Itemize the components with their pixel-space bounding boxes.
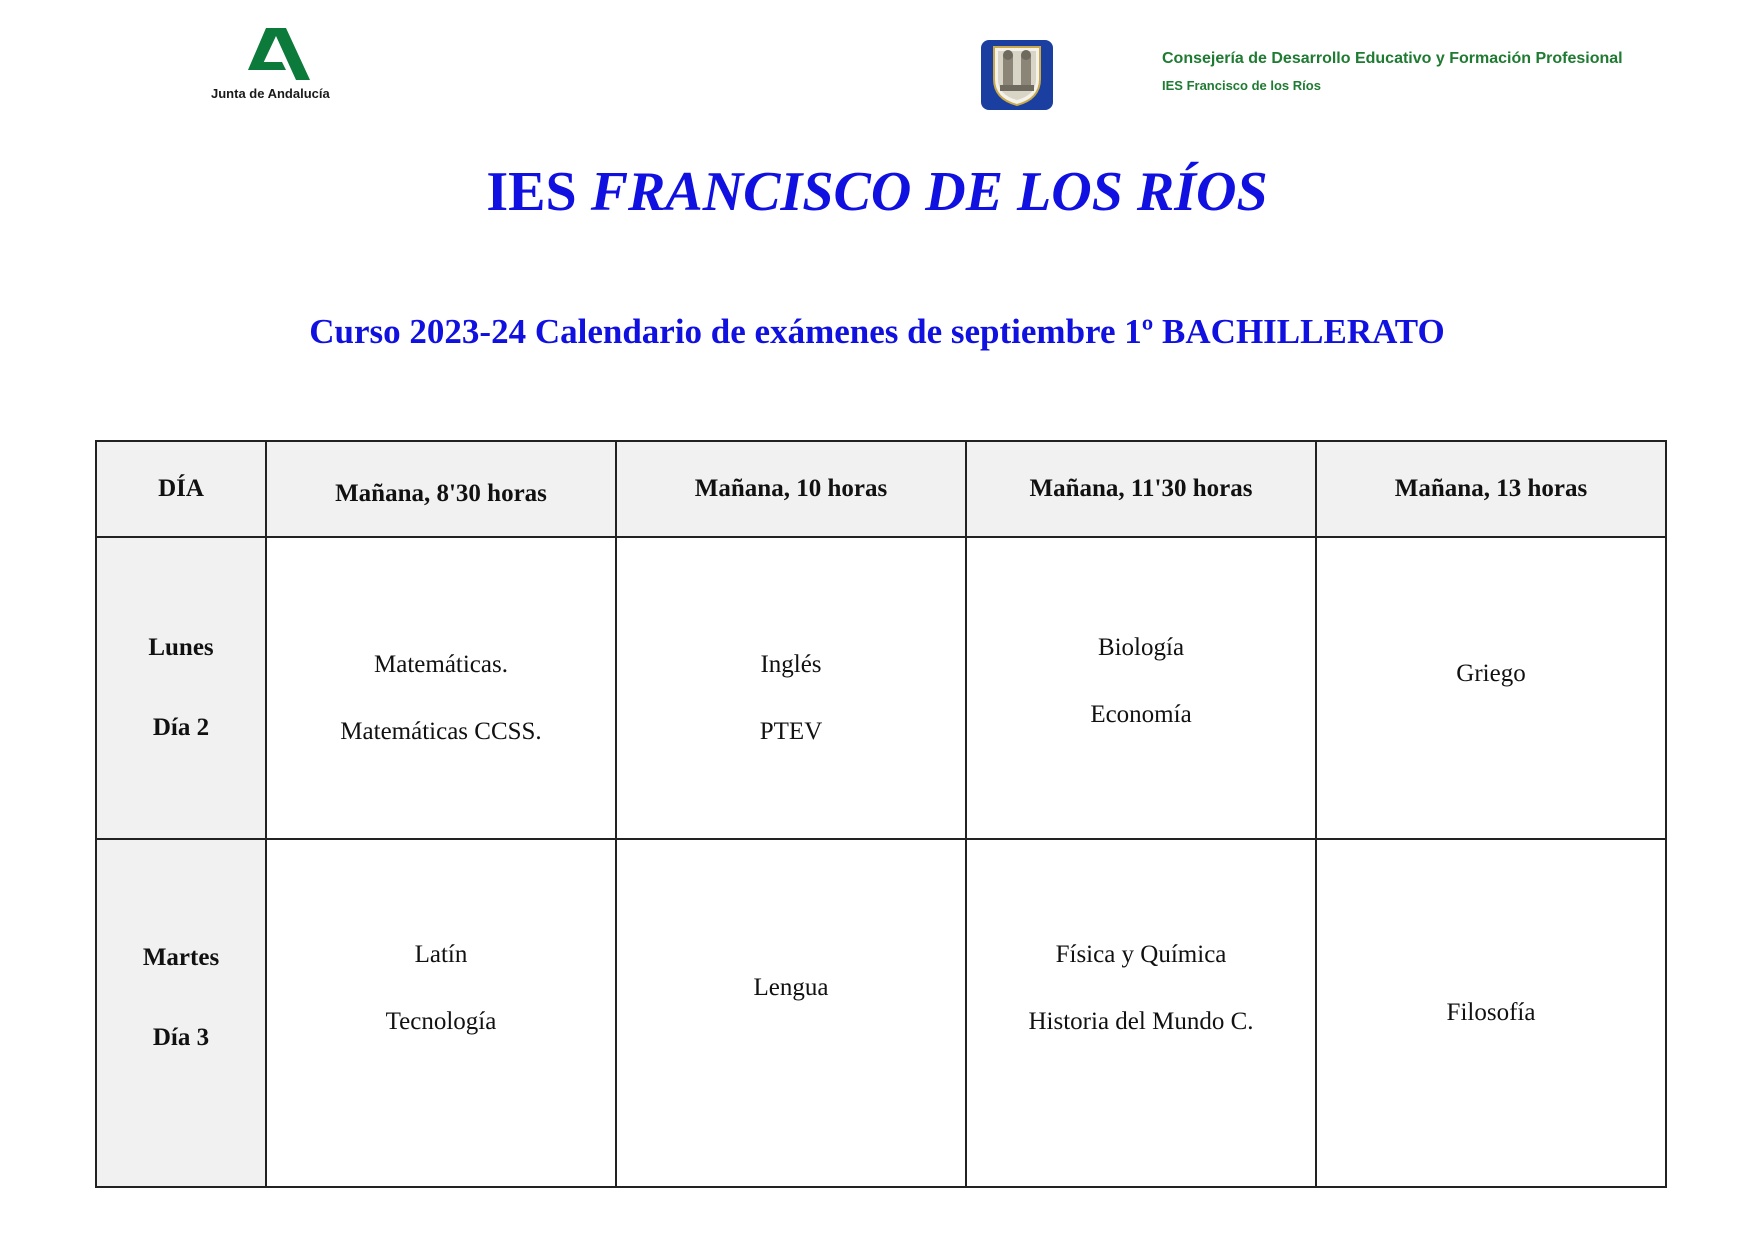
exam-cell [1316,537,1666,839]
day-cell [96,839,266,1187]
exam-subject: Física y Química [1055,940,1227,968]
exam-subject: Matemáticas. [374,650,508,678]
page-title [0,158,1754,226]
column-header-1300: Mañana, 13 horas [1316,441,1666,537]
table-row [96,537,1666,839]
exam-subject: Historia del Mundo C. [1028,1007,1254,1035]
junta-de-andalucia-logo [208,26,352,106]
exam-subject: Economía [1090,700,1192,728]
column-header-1000: Mañana, 10 horas [616,441,966,537]
junta-a-icon [242,26,314,82]
exam-subject: Matemáticas CCSS. [340,717,542,745]
header-institution [1162,50,1623,93]
exam-subject: Biología [1097,633,1185,661]
exam-cell [266,839,616,1187]
exam-subject: Latín [414,940,468,968]
exam-cell [1316,839,1666,1187]
school-name-small: IES Francisco de los Ríos [1162,78,1321,93]
school-crest-logo [980,39,1054,111]
exam-schedule-table [95,440,1667,1188]
exam-cell [966,839,1316,1187]
exam-subject: Inglés [760,650,822,678]
consejeria-name: Consejería de Desarrollo Educativo y Formación Profesional [1162,50,1623,67]
exam-cell [616,839,966,1187]
column-header-0830: Mañana, 8'30 horas [266,441,616,537]
school-crest-icon [980,39,1054,111]
day-name: Lunes [148,634,214,661]
page-subtitle: Curso 2023-24 Calendario de exámenes de septiembre 1º BACHILLERATO [309,312,1445,351]
day-date: Día 3 [152,1024,210,1051]
exam-subject: Lengua [753,974,829,1001]
exam-cell [616,537,966,839]
title-school-name: FRANCISCO DE LOS RÍOS [590,161,1268,223]
column-header-1130: Mañana, 11'30 horas [966,441,1316,537]
table-row [96,839,1666,1187]
exam-cell [266,537,616,839]
exam-subject: Filosofía [1446,999,1536,1026]
exam-subject: Griego [1456,660,1526,687]
column-header-day: DÍA [96,441,266,537]
junta-logo-text: Junta de Andalucía [211,86,330,101]
day-cell [96,537,266,839]
title-prefix: IES [486,161,577,223]
exam-subject: PTEV [759,717,823,745]
day-date: Día 2 [152,714,210,741]
day-name: Martes [142,944,220,971]
exam-subject: Tecnología [385,1007,497,1035]
table-header-row [96,441,1666,537]
exam-cell [966,537,1316,839]
